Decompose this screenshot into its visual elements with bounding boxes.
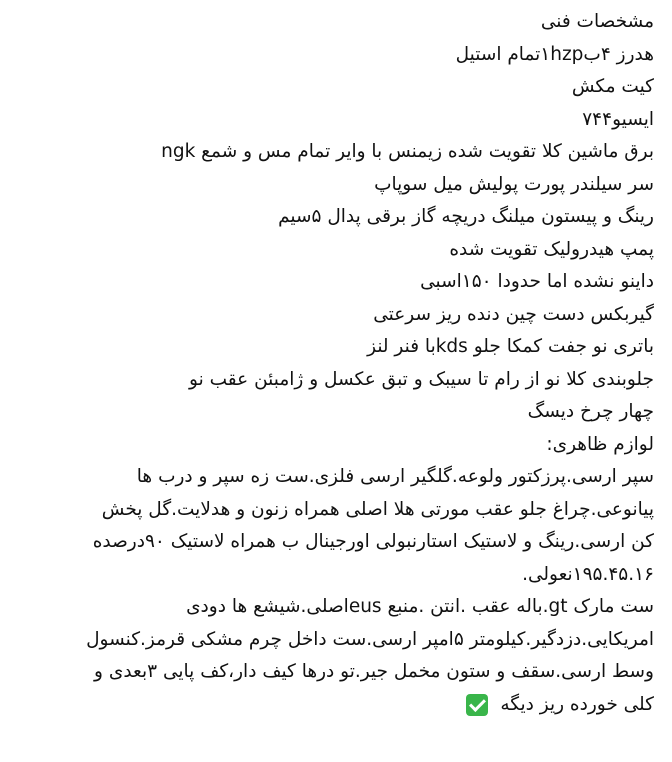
section-title-exterior: لوازم ظاهری: [546, 433, 654, 455]
accessories-line-1: ست مارک gt.باله عقب .انتن .منبع eusاصلی.شیشع ها دودی [186, 596, 654, 617]
spec-cylinder-head: سر سیلندر پورت پولیش میل سوپاپ [374, 173, 654, 195]
accessories-line-3: وسط ارسی.سقف و ستون مخمل جیر.تو درها کیف دار،کف پایی ۳بعدی و [94, 661, 654, 682]
spec-disc-brakes: چهار چرخ دیسگ [527, 401, 654, 422]
closing-text: کلی خورده ریز دیگه [500, 693, 654, 715]
spec-ecu: ایسیو۷۴۴ [582, 108, 654, 130]
spec-pistons-throttle: رینگ و پیستون میلنگ دریچه گاز برقی پدال ۵سیم [278, 206, 654, 227]
exterior-line-4: ۱۹۵.۴۵.۱۶نعولی. [522, 563, 654, 585]
exterior-line-1: سپر ارسی.پرزکتور ولوعه.گلگیر ارسی فلزی.ست زه سپر و درب ها [136, 466, 654, 487]
exterior-line-2: پیانوعی.چراغ جلو عقب مورتی هلا اصلی همراه زنون و هدلایت.گل پخش [101, 498, 654, 520]
spec-hydraulic-pump: پمپ هیدرولیک تقویت شده [449, 238, 654, 260]
section-title-specs: مشخصات فنی [540, 11, 654, 32]
spec-suspension: جلوبندی کلا نو از رام تا سیبک و تبق عکسل و ژامبئن عقب نو [189, 368, 654, 390]
spec-battery-shocks: باتری نو جفت کمکا جلو kdsبا فنر لنز [367, 336, 654, 357]
spec-intake-kit: کیت مکش [571, 76, 654, 97]
check-mark-button-icon [466, 694, 488, 716]
accessories-line-2: امریکایی.دزدگیر.کیلومتر ۵امپر ارسی.ست داخل چرم مشکی قرمز.کنسول [86, 628, 654, 650]
exterior-line-3: کن ارسی.رینگ و لاستیک استارنبولی اورجینال ب همراه لاستیک ۹۰درصده [92, 531, 654, 552]
spec-gearbox: گیربکس دست چین دنده ریز سرعتی [373, 303, 654, 325]
spec-electrical: برق ماشین کلا تقویت شده زیمنس با وایر تمام مس و شمع ngk [161, 141, 654, 162]
spec-horsepower: داینو نشده اما حدودا ۱۵۰اسبی [420, 271, 654, 292]
accessories-line-4 [12, 689, 654, 722]
spec-headers: هدرز ۴ب۱hzpتمام استیل [455, 43, 654, 65]
